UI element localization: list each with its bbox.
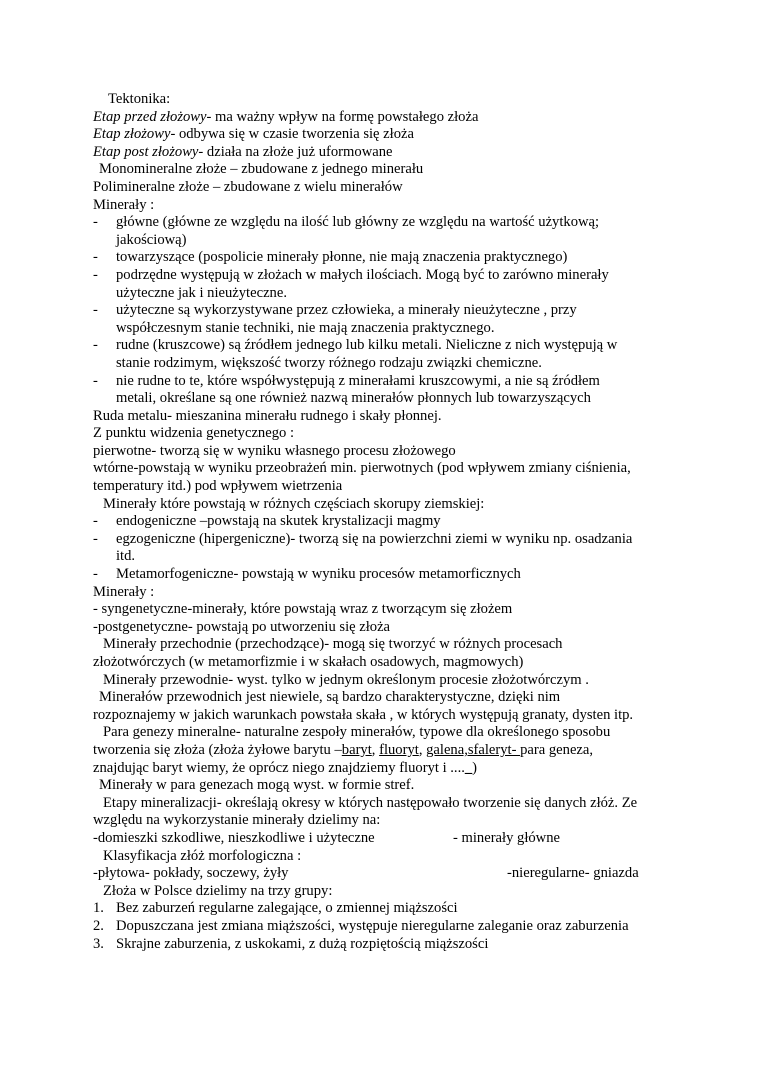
text-line: złożotwórczych (w metamorfizmie i w skałach osadowych, magmowych) [93, 654, 524, 670]
bullet-dash: - [93, 566, 98, 583]
text-line: Klasyfikacja złóż morfologiczna : [103, 847, 302, 864]
list-item [93, 531, 693, 566]
text-line: Polimineralne złoże – zbudowane z wielu minerałów [93, 178, 403, 195]
numbered-item-text: Dopuszczana jest zmiana miąższości, występuje nieregularne zaleganie oraz zaburzenia [116, 917, 629, 934]
list-item-text: towarzyszące (pospolicie minerały płonne, nie mają znaczenia praktycznego) [116, 249, 568, 266]
bullet-dash: - [93, 249, 98, 266]
list-item-text: stanie rodzimym, większość tworzy różnego rodzaju związki chemiczne. [116, 354, 542, 371]
bullet-dash: - [93, 372, 98, 389]
list-item-text: nie rudne to te, które współwystępują z minerałami kruszcowymi, a nie są źródłem [116, 372, 600, 389]
text-fragment: ) [472, 759, 478, 776]
list-item [93, 214, 693, 249]
list-item [93, 337, 693, 372]
text-line: Minerały : [93, 196, 155, 213]
left-column-text: -domieszki szkodliwe, nieszkodliwe i użyteczne [93, 829, 375, 846]
number-marker: 1. [93, 900, 104, 917]
right-column-text: -nieregularne- gniazda [507, 865, 639, 882]
text-line: wtórne-powstają w wyniku przeobrażeń min. pierwotnych (pod wpływem zmiany ciśnienia, [93, 460, 631, 477]
numbered-item [93, 918, 693, 936]
document-body [93, 91, 693, 953]
list-item-text: metali, określane są one również nazwą minerałów płonnych lub towarzyszących [116, 390, 591, 407]
stage-term: Etap złożowy [93, 126, 171, 143]
text-fragment: , [418, 741, 427, 758]
text-line: Ruda metalu- mieszanina minerału rudnego i skały płonnej. [93, 407, 442, 424]
paragenesis-line [93, 742, 693, 760]
text-line: rozpoznajemy w jakich warunkach powstała skała , w których występują granaty, dysten itp. [93, 706, 634, 723]
stage-line-post [93, 144, 693, 162]
text-line: Minerałów przewodnich jest niewiele, są bardzo charakterystyczne, dzięki nim [99, 689, 561, 706]
list-item-text: główne (główne ze względu na ilość lub główny ze względu na wartość użytkową; [116, 214, 600, 231]
two-column-line [93, 865, 693, 883]
underlined-mineral: baryt [341, 741, 372, 758]
text-line: Minerały które powstają w różnych częściach skorupy ziemskiej: [103, 495, 485, 512]
list-item-text: endogeniczne –powstają na skutek krystalizacji magmy [116, 513, 441, 530]
number-marker: 2. [93, 917, 104, 934]
list-item [93, 249, 693, 267]
text-fragment: , [371, 741, 380, 758]
text-line: względu na wykorzystanie minerały dzielimy na: [93, 812, 381, 829]
list-item [93, 267, 693, 302]
bullet-dash: - [93, 337, 98, 354]
text-fragment: _ [464, 759, 473, 776]
text-line: temperatury itd.) pod wpływem wietrzenia [93, 478, 343, 495]
bullet-dash: - [93, 302, 98, 319]
bullet-dash: - [93, 513, 98, 530]
text-line: - syngenetyczne-minerały, które powstają wraz z tworzącym się złożem [93, 601, 513, 618]
text-fragment: znajdując baryt wiemy, że oprócz niego znajdziemy fluoryt i .... [93, 759, 465, 776]
list-item-text: itd. [116, 548, 136, 565]
text-line: Minerały przechodnie (przechodzące)- mogą się tworzyć w różnych procesach [103, 636, 563, 653]
stage-line-during [93, 126, 693, 144]
left-column-text: -płytowa- pokłady, soczewy, żyły [93, 865, 289, 882]
underlined-mineral: galena,sfaleryt- [426, 741, 521, 758]
heading-tektonika: Tektonika: [108, 91, 171, 107]
bullet-dash: - [93, 266, 98, 283]
right-column-text: - minerały główne [453, 829, 560, 846]
text-line: Minerały w para genezach mogą wyst. w formie stref. [99, 777, 415, 794]
text-fragment: para geneza, [520, 741, 594, 758]
bullet-dash: - [93, 530, 98, 547]
text-line: Etapy mineralizacji- określają okresy w których następowało tworzenie się danych złóż. Ze [103, 794, 638, 811]
underlined-mineral: fluoryt [379, 741, 419, 758]
bullet-dash: - [93, 214, 98, 231]
numbered-item-text: Skrajne zaburzenia, z uskokami, z dużą rozpiętością miąższości [116, 935, 489, 952]
text-line: Z punktu widzenia genetycznego : [93, 425, 294, 442]
numbered-item [93, 936, 693, 954]
text-line: Monomineralne złoże – zbudowane z jednego minerału [99, 161, 424, 178]
list-item-text: jakościową) [116, 231, 187, 248]
stage-desc: - działa na złoże już uformowane [198, 143, 393, 160]
list-item [93, 566, 693, 584]
list-item-text: Metamorfogeniczne- powstają w wyniku procesów metamorficznych [116, 566, 521, 583]
list-item-text: użyteczne jak i nieużyteczne. [116, 284, 287, 301]
list-item [93, 302, 693, 337]
text-line [93, 760, 693, 778]
numbered-item-text: Bez zaburzeń regularne zalegające, o zmiennej miąższości [116, 900, 458, 917]
text-line: Złoża w Polsce dzielimy na trzy grupy: [103, 882, 333, 899]
stage-term: Etap post złożowy [93, 143, 199, 160]
list-item-text: egzogeniczne (hipergeniczne)- tworzą się na powierzchni ziemi w wyniku np. osadzania [116, 530, 633, 547]
stage-desc: - odbywa się w czasie tworzenia się złoża [170, 126, 414, 143]
text-line: -postgenetyczne- powstają po utworzeniu się złoża [93, 618, 391, 635]
stage-term: Etap przed złożowy [93, 108, 207, 125]
number-marker: 3. [93, 935, 104, 952]
text-fragment: tworzenia się złoża (złoża żyłowe barytu – [93, 741, 342, 758]
numbered-item [93, 900, 693, 918]
list-item-text: rudne (kruszcowe) są źródłem jednego lub kilku metali. Nieliczne z nich występują w [116, 337, 618, 354]
text-line: Para genezy mineralne- naturalne zespoły minerałów, typowe dla określonego sposobu [103, 724, 611, 741]
text-line: pierwotne- tworzą się w wyniku własnego procesu złożowego [93, 442, 456, 459]
text-line: Minerały : [93, 583, 155, 600]
stage-desc: - ma ważny wpływ na formę powstałego złoża [206, 108, 479, 125]
list-item-text: współczesnym stanie techniki, nie mają znaczenia praktycznego. [116, 319, 495, 336]
list-item-text: podrzędne występują w złożach w małych ilościach. Mogą być to zarówno minerały [116, 266, 609, 283]
list-item-text: użyteczne są wykorzystywane przez człowieka, a minerały nieużyteczne , przy [116, 302, 577, 319]
text-line: Minerały przewodnie- wyst. tylko w jednym określonym procesie złożotwórczym . [103, 671, 589, 688]
list-item [93, 373, 693, 408]
list-item [93, 513, 693, 531]
two-column-line [93, 830, 693, 848]
stage-line-pre [93, 109, 693, 127]
